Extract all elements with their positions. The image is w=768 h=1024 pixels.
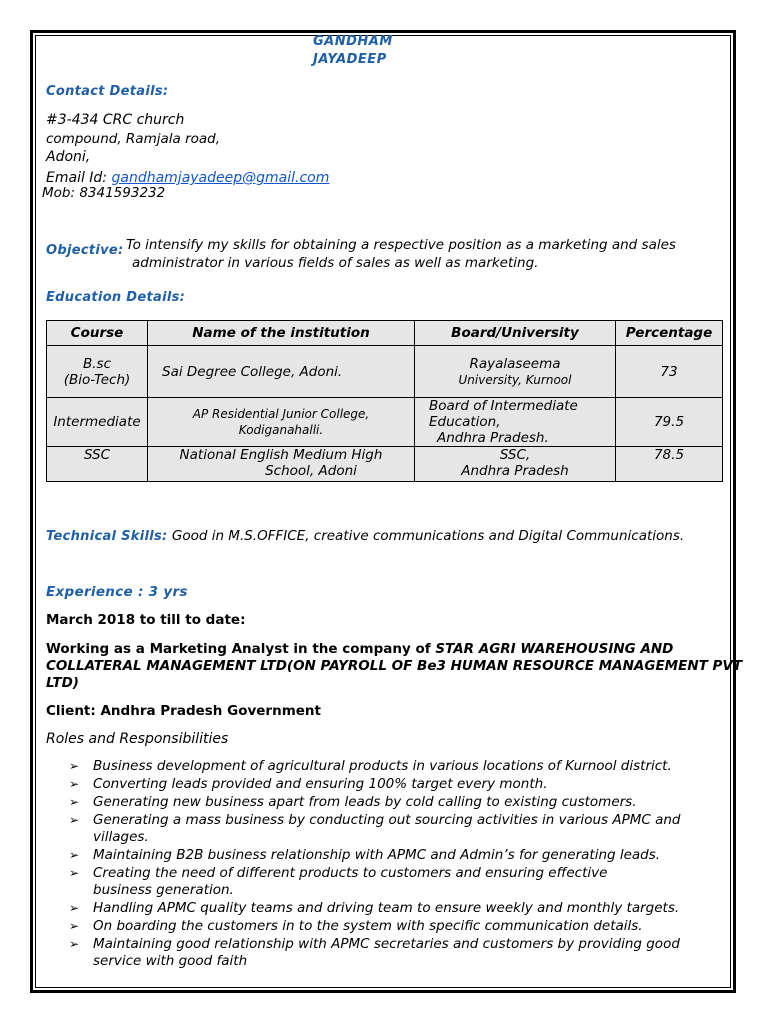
skills-heading: Technical Skills: bbox=[46, 529, 168, 544]
arrow-bullet-icon: ➢ bbox=[69, 937, 80, 951]
list-item bbox=[69, 847, 729, 864]
experience-heading: Experience : 3 yrs bbox=[46, 584, 188, 600]
arrow-bullet-icon: ➢ bbox=[69, 813, 80, 827]
board-cell bbox=[415, 398, 616, 447]
list-item bbox=[69, 758, 729, 775]
institution-cell bbox=[148, 447, 415, 482]
course-cell bbox=[47, 346, 148, 398]
company-name-2: COLLATERAL MANAGEMENT LTD(ON PAYROLL OF Be3 HUMAN RESOURCE MANAGEMENT PVT bbox=[46, 658, 743, 674]
role-text: On boarding the customers in to the system with specific communication details. bbox=[93, 918, 643, 934]
institution-text: AP Residential Junior College, bbox=[192, 407, 370, 421]
arrow-bullet-icon: ➢ bbox=[69, 795, 80, 809]
table-row bbox=[47, 447, 723, 482]
company-name-1: STAR AGRI WAREHOUSING AND bbox=[435, 641, 674, 657]
name-last: JAYADEEP bbox=[313, 52, 387, 67]
course-text: SSC bbox=[83, 447, 111, 463]
role-text: Generating a mass business by conducting out sourcing activities in various APMC and bbox=[93, 812, 681, 828]
header-course: Course bbox=[47, 321, 148, 346]
experience-period: March 2018 to till to date: bbox=[46, 612, 246, 628]
board-text: Education, bbox=[429, 414, 501, 430]
role-text: Handling APMC quality teams and driving team to ensure weekly and monthly targets. bbox=[93, 900, 680, 916]
board-text: Andhra Pradesh bbox=[461, 463, 569, 479]
role-text: business generation. bbox=[93, 882, 234, 898]
course-text: (Bio-Tech) bbox=[63, 371, 131, 388]
institution-text: National English Medium High bbox=[179, 447, 383, 463]
arrow-bullet-icon: ➢ bbox=[69, 848, 80, 862]
arrow-bullet-icon: ➢ bbox=[69, 901, 80, 915]
contact-heading: Contact Details: bbox=[46, 84, 169, 99]
course-text: Intermediate bbox=[53, 414, 141, 430]
objective-line-2: administrator in various fields of sales as well as marketing. bbox=[132, 255, 539, 271]
percentage-cell: 79.5 bbox=[616, 398, 723, 447]
role-text: villages. bbox=[93, 829, 149, 845]
board-text: Andhra Pradesh. bbox=[437, 430, 549, 446]
arrow-bullet-icon: ➢ bbox=[69, 866, 80, 880]
institution-cell bbox=[148, 346, 415, 398]
header-board: Board/University bbox=[415, 321, 616, 346]
percentage-cell: 78.5 bbox=[616, 447, 723, 482]
header-percentage: Percentage bbox=[616, 321, 723, 346]
working-prefix: Working as a Marketing Analyst in the company of bbox=[46, 641, 436, 657]
board-text: Board of Intermediate bbox=[429, 398, 578, 414]
list-item bbox=[69, 776, 729, 793]
arrow-bullet-icon: ➢ bbox=[69, 759, 80, 773]
role-text: service with good faith bbox=[93, 953, 248, 969]
board-text: SSC, bbox=[499, 447, 531, 463]
list-item bbox=[69, 936, 729, 970]
roles-heading: Roles and Responsibilities bbox=[46, 731, 229, 747]
address-line-3: Adoni, bbox=[46, 149, 91, 165]
role-text: Generating new business apart from leads by cold calling to existing customers. bbox=[93, 794, 637, 810]
arrow-bullet-icon: ➢ bbox=[69, 919, 80, 933]
board-cell bbox=[415, 447, 616, 482]
arrow-bullet-icon: ➢ bbox=[69, 777, 80, 791]
header-institution: Name of the institution bbox=[148, 321, 415, 346]
education-table bbox=[46, 320, 723, 482]
list-item bbox=[69, 794, 729, 811]
working-line-1 bbox=[46, 641, 673, 657]
percentage-cell: 73 bbox=[616, 346, 723, 398]
institution-text: Kodiganahalli. bbox=[238, 423, 324, 437]
email-row bbox=[46, 170, 329, 186]
role-text: Creating the need of different products to customers and ensuring effective bbox=[93, 865, 608, 881]
company-name-3: LTD) bbox=[46, 675, 79, 691]
skills-text: Good in M.S.OFFICE, creative communications and Digital Communications. bbox=[171, 528, 685, 544]
board-cell bbox=[415, 346, 616, 398]
email-link[interactable]: gandhamjayadeep@gmail.com bbox=[111, 170, 330, 186]
course-cell bbox=[47, 447, 148, 482]
institution-text: Sai Degree College, Adoni. bbox=[162, 363, 343, 380]
objective-line-1: To intensify my skills for obtaining a respective position as a marketing and sales bbox=[126, 237, 676, 253]
address-line-2: compound, Ramjala road, bbox=[46, 131, 221, 147]
objective-heading: Objective: bbox=[46, 243, 124, 258]
role-text: Business development of agricultural products in various locations of Kurnool district. bbox=[93, 758, 672, 774]
email-label: Email Id: bbox=[46, 170, 108, 186]
board-text: University, Kurnool bbox=[458, 372, 572, 387]
address-line-1: #3-434 CRC church bbox=[46, 112, 185, 128]
board-text: Rayalaseema bbox=[469, 355, 561, 372]
list-item bbox=[69, 900, 729, 917]
education-heading: Education Details: bbox=[46, 290, 186, 305]
roles-list bbox=[69, 758, 729, 970]
institution-text: School, Adoni bbox=[265, 463, 357, 479]
client-line: Client: Andhra Pradesh Government bbox=[46, 703, 321, 719]
institution-cell bbox=[148, 398, 415, 447]
role-text: Converting leads provided and ensuring 100% target every month. bbox=[93, 776, 548, 792]
mobile-number: Mob: 8341593232 bbox=[42, 185, 166, 201]
skills-row bbox=[46, 528, 684, 544]
role-text: Maintaining B2B business relationship with APMC and Admin’s for generating leads. bbox=[93, 847, 661, 863]
course-text: B.sc bbox=[82, 355, 111, 372]
list-item bbox=[69, 812, 729, 846]
role-text: Maintaining good relationship with APMC secretaries and customers by providing good bbox=[93, 936, 680, 952]
education-header-row bbox=[47, 321, 723, 346]
list-item bbox=[69, 865, 729, 899]
name-first: GANDHAM bbox=[313, 34, 393, 49]
table-row bbox=[47, 398, 723, 447]
list-item bbox=[69, 918, 729, 935]
course-cell bbox=[47, 398, 148, 447]
table-row bbox=[47, 346, 723, 398]
